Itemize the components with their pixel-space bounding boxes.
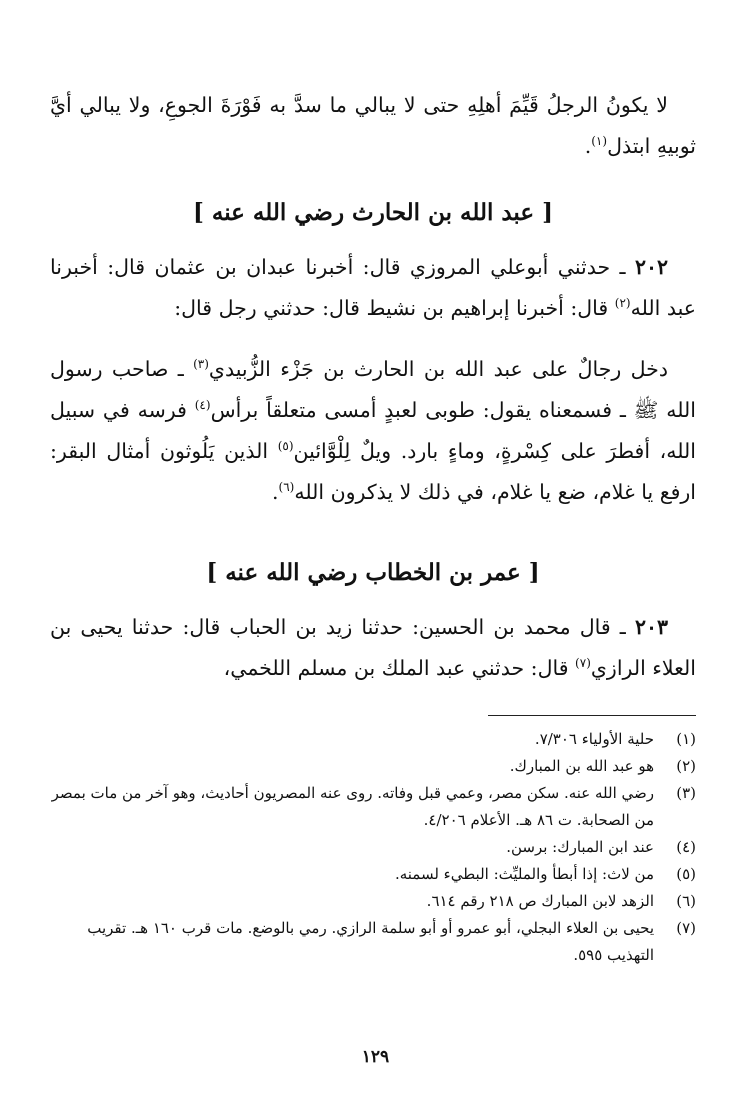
narration-chain-text-a: ـ حدثني أبوعلي المروزي قال: أخبرنا عبدان بن عثمان قال: أخبرنا عبد الله: [50, 255, 696, 320]
narration-202-chain: [50, 247, 696, 329]
page-number: ١٢٩: [361, 1047, 390, 1067]
footnote-ref-2[interactable]: (٢): [614, 296, 631, 311]
footnote-mark: (١): [676, 730, 696, 748]
footnote-mark: (٢): [676, 757, 696, 775]
footnote-text: يحيى بن العلاء البجلي، أبو عمرو أو أبو سلمة الرازي. رمي بالوضع. مات قرب ١٦٠ هـ. تقريب التهذيب ٥٩٥.: [87, 919, 654, 964]
intro-end: .: [584, 134, 592, 158]
narration-number: ٢٠٣: [634, 615, 668, 639]
footnote-ref-4[interactable]: (٤): [194, 398, 211, 413]
narration-number: ٢٠٢: [634, 255, 668, 279]
paragraph-gap: [50, 329, 696, 349]
page-content: [50, 85, 696, 969]
narration-chain-text-b: قال: أخبرنا إبراهيم بن نشيط قال: حدثني رجل قال:: [174, 296, 615, 320]
footnote-item: [50, 753, 696, 780]
footnote-ref-6[interactable]: (٦): [278, 480, 295, 495]
footnote-text: رضي الله عنه. سكن مصر، وعمي قبل وفاته. روى عنه المصريون أحاديث، وهو آخر من مات بمصر من الصحابة. ت ٨٦ هـ. الأعلام ٤/٢٠٦.: [51, 784, 654, 829]
narration-203-chain: [50, 607, 696, 689]
footnote-ref-3[interactable]: (٣): [193, 357, 209, 372]
footnote-text: الزهد لابن المبارك ص ٢١٨ رقم ٦١٤.: [426, 892, 654, 910]
footnote-item: [50, 726, 696, 753]
footnote-mark: (٥): [676, 865, 696, 883]
footnotes-list: [50, 726, 696, 969]
footnote-ref-5[interactable]: (٥): [277, 439, 294, 454]
footnote-text: حلية الأولياء ٧/٣٠٦.: [534, 730, 654, 748]
footnote-mark: (٣): [676, 784, 696, 802]
footnote-ref-1[interactable]: (١): [591, 134, 608, 149]
footnote-item: [50, 861, 696, 888]
footnote-item: [50, 834, 696, 861]
footnote-text: هو عبد الله بن المبارك.: [509, 757, 654, 775]
section-heading-abdullah-ibn-al-harith: [ عبد الله بن الحارث رضي الله عنه ]: [193, 199, 553, 226]
footnote-text: من لاث: إذا أبطأ والمليِّث: البطيء لسمنه.: [394, 865, 654, 883]
footnote-item: [50, 780, 696, 834]
narration-text-end: .: [271, 480, 279, 504]
footnote-mark: (٤): [676, 838, 696, 856]
narration-text-d: الذين يَلُوثون أمثال البقر: ارفع يا غلام، ضع يا غلام، في ذلك لا يذكرون الله: [50, 439, 696, 504]
narration-text-a: دخل رجالٌ على عبد الله بن الحارث بن جَزْء الزُّبيدي: [208, 357, 668, 381]
footnote-mark: (٧): [676, 919, 696, 937]
intro-paragraph: [50, 85, 696, 167]
narration-202-text: [50, 349, 696, 513]
narration-chain-text-b: قال: حدثني عبد الملك بن مسلم اللخمي،: [223, 656, 576, 680]
intro-text: لا يكونُ الرجلُ قَيِّمَ أهلِهِ حتى لا يبالي ما سدَّ به فَوْرَةَ الجوعِ، ولا يبالي أيَّ ثوبيهِ ابتذل: [50, 93, 696, 158]
footnote-item: [50, 915, 696, 969]
footnote-mark: (٦): [676, 892, 696, 910]
section-heading-umar-ibn-al-khattab: [ عمر بن الخطاب رضي الله عنه ]: [206, 559, 540, 586]
narration-text-c: فرسه في سبيل الله، أفطرَ على كِسْرةٍ، وماءٍ بارد. ويلٌ لِلْوَّائين: [50, 398, 696, 463]
narration-text-b: ـ صاحب رسول الله ﷺ ـ فسمعناه يقول: طوبى لعبدٍ أمسى متعلقاً برأس: [50, 357, 696, 422]
footnote-item: [50, 888, 696, 915]
narration-chain-text-a: ـ قال محمد بن الحسين: حدثنا زيد بن الحباب قال: حدثنا يحيى بن العلاء الرازي: [50, 615, 696, 680]
footnote-text: عند ابن المبارك: برسن.: [506, 838, 654, 856]
footnote-ref-7[interactable]: (٧): [575, 656, 591, 671]
footnote-divider: [488, 715, 696, 716]
